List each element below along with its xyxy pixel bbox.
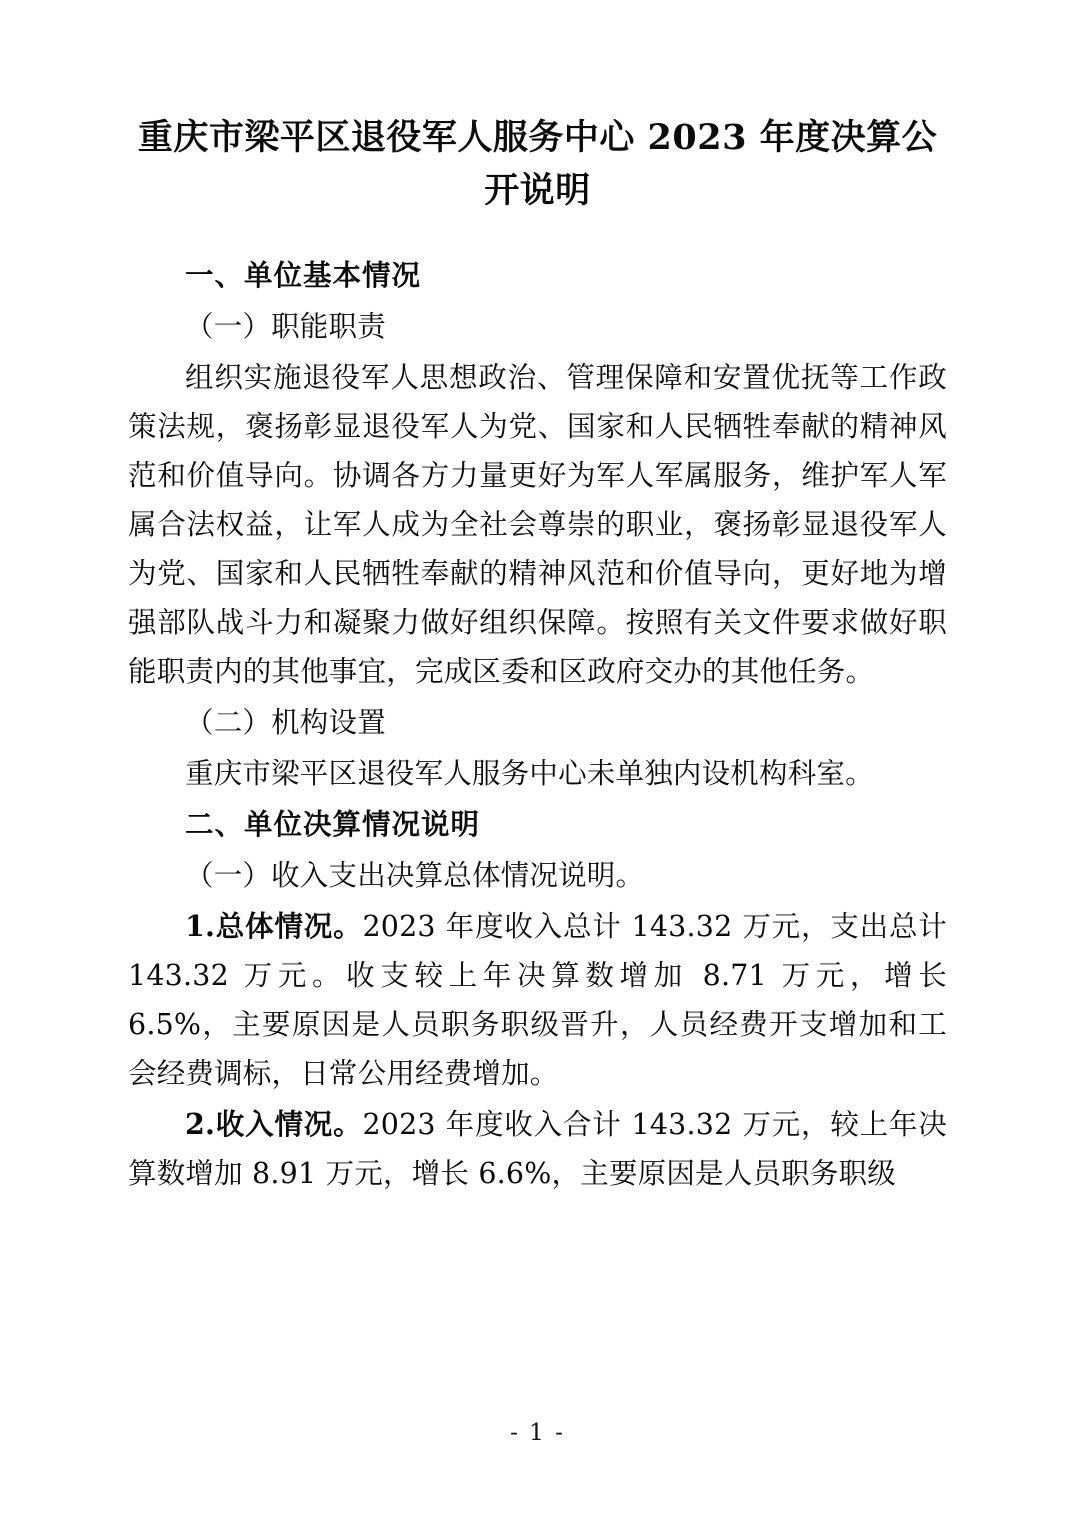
section-2-item-2-label: 2.收入情况。 xyxy=(185,1107,363,1142)
section-2-item-2-body: 2023 年度收入合计 143.32 万元，较上年决算数增加 8.91 万元，增长 6.6%，主要原因是人员职务职级 xyxy=(128,1108,947,1191)
section-heading-2: 二、单位决算情况说明 xyxy=(185,807,481,842)
section-1-body-2: 重庆市梁平区退役军人服务中心未单独内设机构科室。 xyxy=(185,757,874,791)
section-2-item-1 xyxy=(128,902,947,1098)
page-title: 重庆市梁平区退役军人服务中心 2023 年度决算公开说明 xyxy=(137,117,938,211)
section-2-item-2 xyxy=(128,1100,947,1198)
section-1-subheading-2: （二）机构设置 xyxy=(185,706,386,740)
section-1-body-1: 组织实施退役军人思想政治、管理保障和安置优抚等工作政策法规，褒扬彰显退役军人为党、国家和人民牺牲奉献的精神风范和价值导向。协调各方力量更好为军人军属服务，维护军人军属合法权益，让军人成为全社会尊崇的职业，褒扬彰显退役军人为党、国家和人民牺牲奉献的精神风范和价值导向，更好地为增强部队战斗力和凝聚力做好组织保障。按照有关文件要求做好职能职责内的其他事宜，完成区委和区政府交办的其他任务。 xyxy=(128,361,947,689)
section-1-subheading-1: （一）职能职责 xyxy=(185,310,386,344)
section-2-subheading-1: （一）收入支出决算总体情况说明。 xyxy=(185,859,645,893)
page-number: - 1 - xyxy=(510,1420,565,1446)
section-2-item-1-body: 2023 年度收入总计 143.32 万元，支出总计 143.32 万元。收支较上年决算数增加 8.71 万元，增长 6.5%，主要原因是人员职务职级晋升，人员经费开支增加和工会经费调标，日常公用经费增加。 xyxy=(128,910,947,1091)
section-2-item-1-label: 1.总体情况。 xyxy=(185,909,363,944)
section-heading-1: 一、单位基本情况 xyxy=(185,258,422,292)
